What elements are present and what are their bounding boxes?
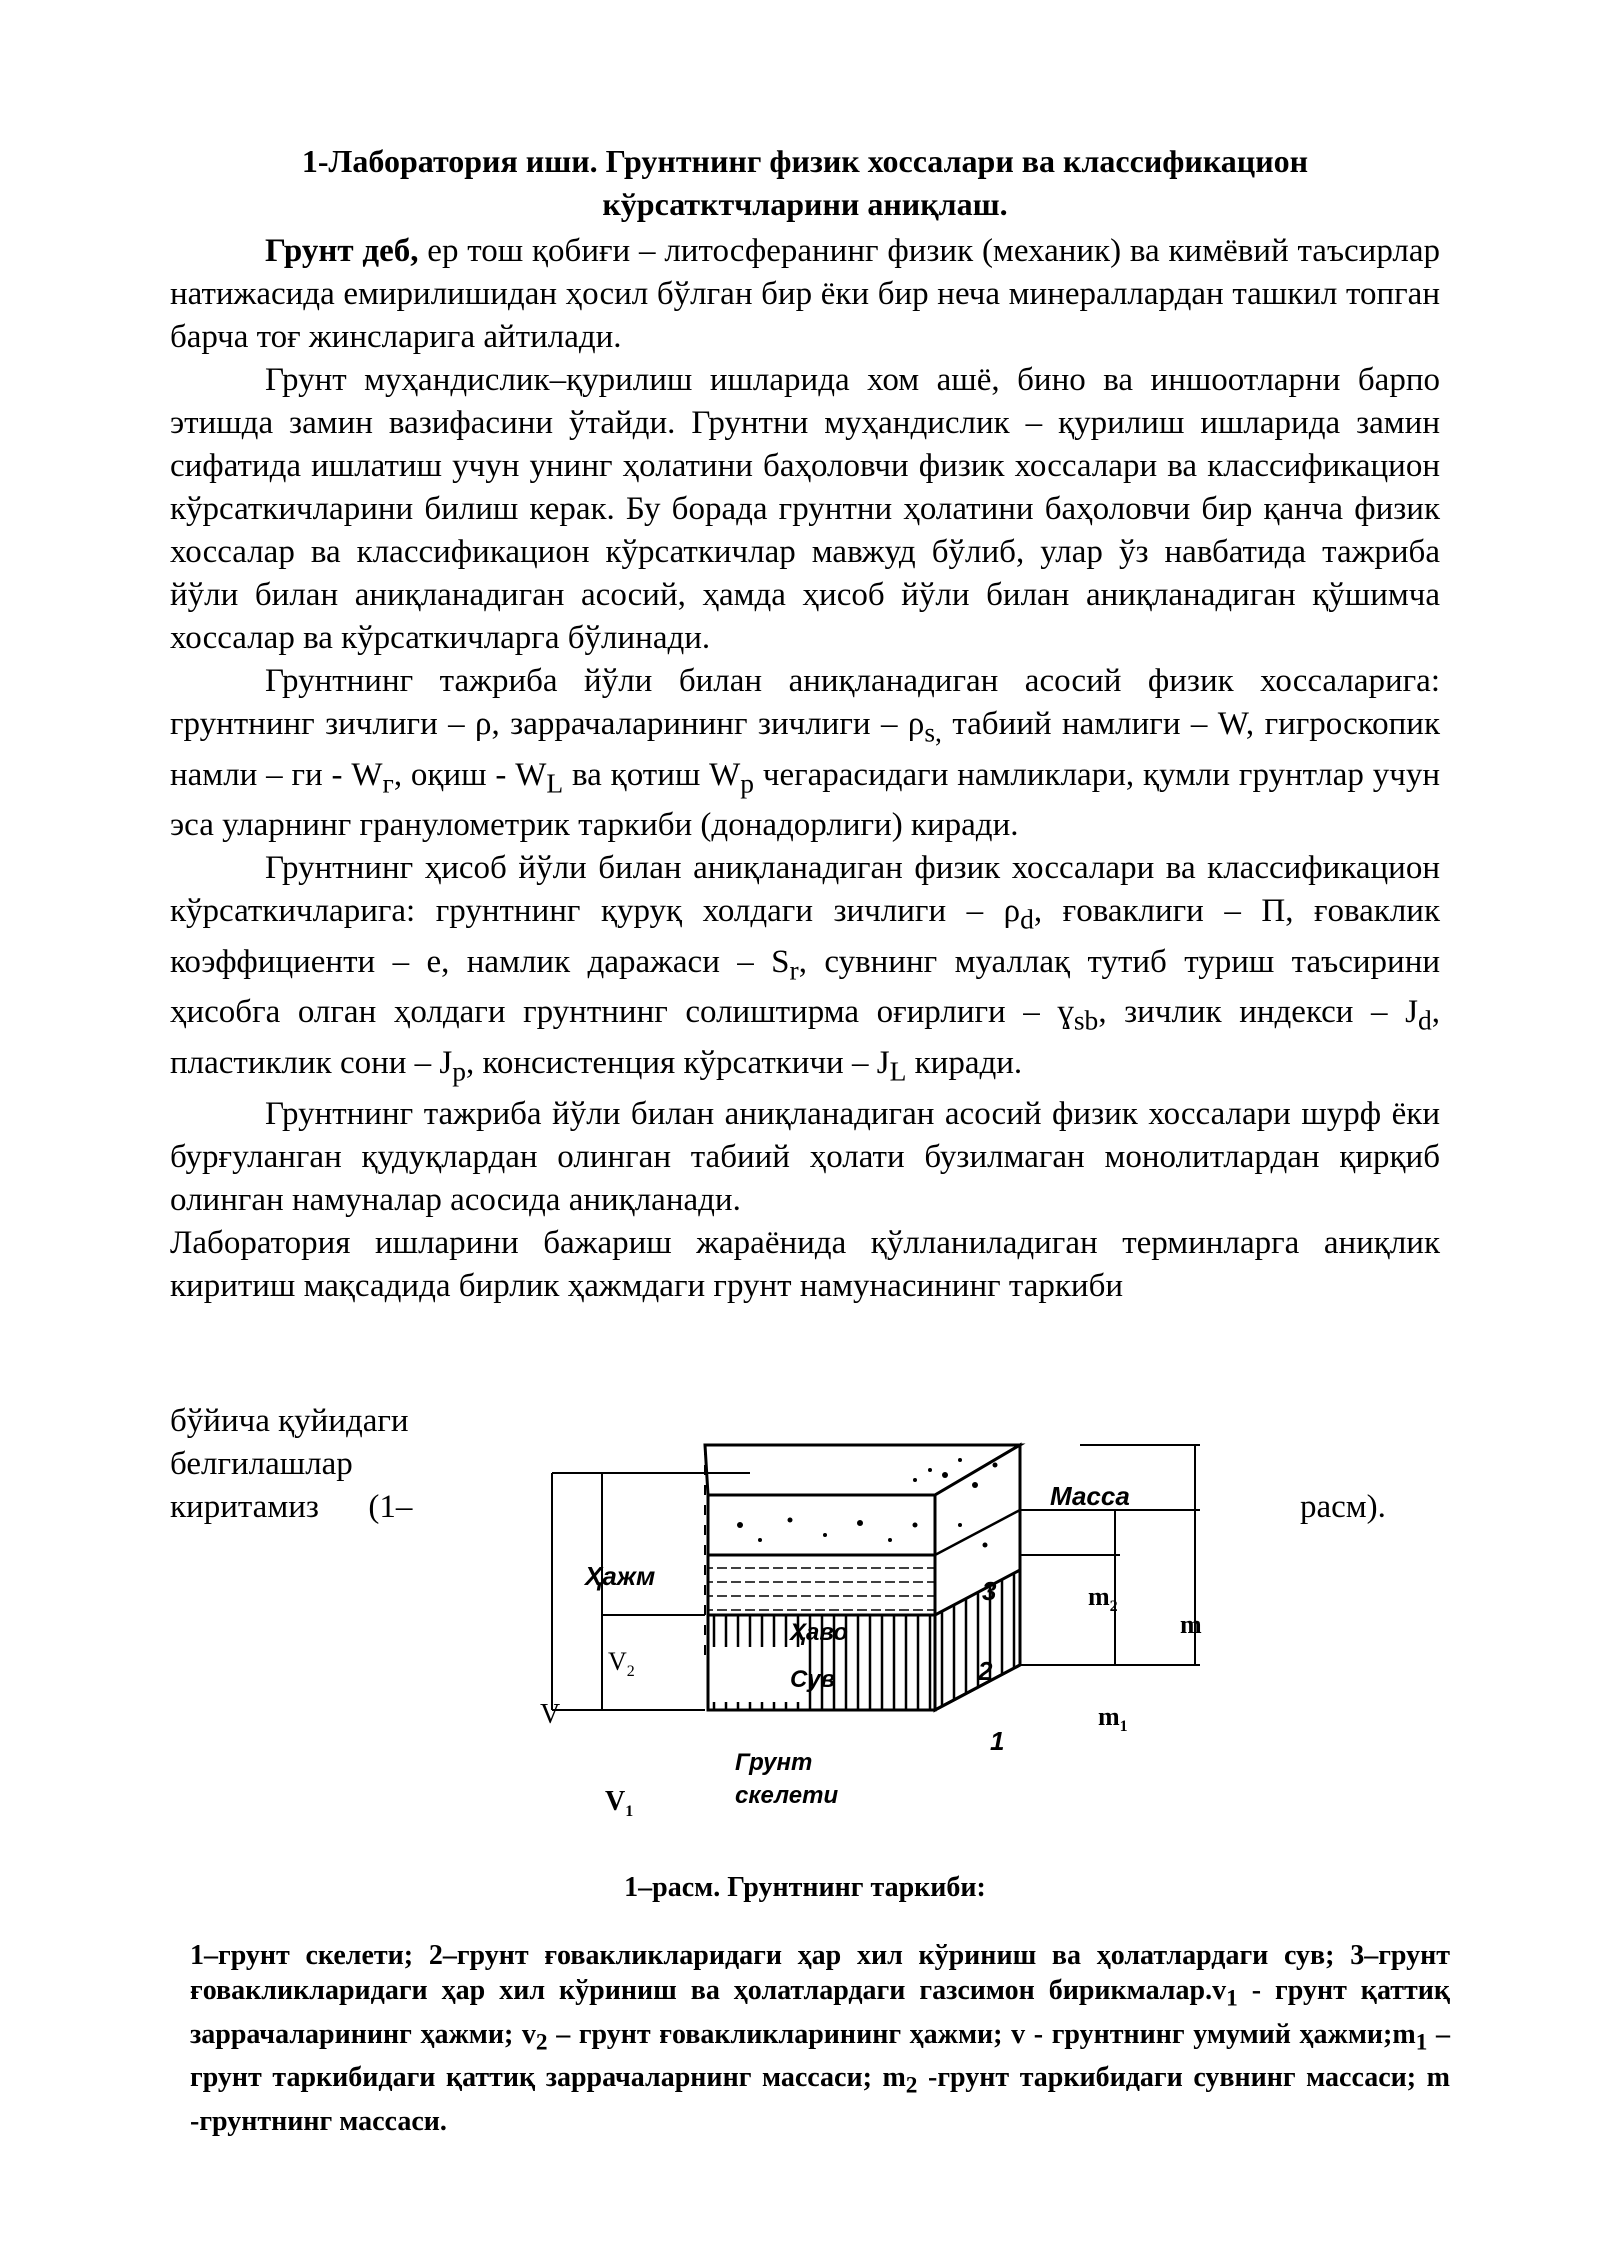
mass-dimension-lines (1020, 1445, 1200, 1665)
label-grunt: Грунт (735, 1749, 813, 1776)
label-hajm: Ҳажм (585, 1561, 656, 1591)
label-v2: $V_2$ (608, 1647, 635, 1680)
figure-caption-title: 1–расм. Грунтнинг таркиби: (624, 1872, 986, 1903)
paragraph-6-line-3: бўйича қуйидаги (170, 1403, 409, 1439)
label-havo: Ҳаво (790, 1619, 848, 1646)
paragraph-1: Грунт деб, ер тош қобиғи – литосферанинг физик (механик) ва кимёвий таъсирлар натижасида емирилишидан ҳосил бўлган бир ёки бир неча минераллардан ташкил топган барча тоғ жинсларига айтилади. (170, 233, 1441, 355)
label-num-2: 2 (978, 1656, 993, 1686)
figure-caption-text: 1–грунт скелети; 2–грунт ғовакликларидаги ҳар хил кўриниш ва ҳолатлардаги сув; 3–грунт ғовакликларидаги ҳар хил кўриниш ва ҳолатлардаги газсимон $бирикмалар.v_1$ - грунт қаттиқ заррачаларининг ҳажми; $v_2$ – грунт ғовакликларининг ҳажми; v - грунтнинг умумий $ҳажми;m_1$ – грунт таркибидаги қаттиқ заррачаларнинг массаси; $m_2$ -грунт таркибидаги сувнинг массаси; m -грунтнинг массаси. (190, 1940, 1450, 2137)
label-v: V (540, 1699, 561, 1730)
label-m: m (1180, 1610, 1202, 1639)
paragraph-6-line-5-right: расм). (1300, 1489, 1386, 1525)
air-layer-hatched (708, 1555, 935, 1615)
paragraph-3: Грунтнинг тажриба йўли билан аниқланадиган асосий физик хоссаларига: грунтнинг зичлиги – ρ, заррачаларининг зичлиги – $\rho_{s,}$ табиий намлиги – W, гигроскопик намли – ги - $W_г$, оқиш - $W_L$ ва қотиш $W_p$ чегарасидаги намликлари, қумли грунтлар учун эса уларнинг гранулометрик таркиби (донадорлиги) киради. (170, 663, 1440, 844)
page-title: 1-Лаборатория иши. Грунтнинг физик хоссалари ва классификацион кўрсатктчларини аниқлаш. (301, 143, 1309, 222)
paragraph-6-line-5-left: киритамиз (1– (170, 1489, 413, 1525)
soil-composition-figure (540, 1425, 1540, 1835)
paragraph-5: Грунтнинг тажриба йўли билан аниқланадиган асосий физик хоссалари шурф ёки бурғуланган қудуқлардан олинган табиий ҳолати бузилмаган монолитлардан қирқиб олинган намуналар асосида аниқланади. (170, 1095, 1440, 1218)
label-massa: Масса (1050, 1481, 1130, 1511)
label-m2: $m_2$ (1088, 1582, 1118, 1615)
paragraph-6-line-4: белгилашлар (170, 1446, 353, 1482)
term-grunt: Грунт деб, (265, 233, 419, 269)
label-skeleti: скелети (735, 1782, 839, 1809)
soil-block-diagram (540, 1425, 1540, 1835)
paragraph-4: Грунтнинг ҳисоб йўли билан аниқланадиган физик хоссалари ва классификацион кўрсаткичларига: грунтнинг қуруқ холдаги зичлиги – $\rho_d$, ғоваклиги – П, ғоваклик коэффициенти – e, намлик даражаси – $S_r$, сувнинг муаллақ тутиб туриш таъсирини ҳисобга олган ҳолдаги грунтнинг солиштирма оғирлиги – ɣ$_{sb}$, зичлик индекси – $J_d$, пластиклик сони – $J_p$, консистенция кўрсаткичи – $J_L$ киради. (170, 850, 1441, 1087)
paragraph-2: Грунт муҳандислик–қурилиш ишларида хом ашё, бино ва иншоотларни барпо этишда замин вазифасини ўтайди. Грунтни муҳандислик – қурилиш ишларида замин сифатида ишлатиш учун унинг ҳолатини баҳоловчи физик хоссалари ва классификацион кўрсаткичларини билиш керак. Бу борада грунтни ҳолатини баҳоловчи бир қанча физик хоссалар ва классификацион кўрсаткичлар мавжуд бўлиб, улар ўз навбатида тажриба йўли билан аниқланадиган асосий, ҳамда ҳисоб йўли билан аниқланадиган қўшимча хоссалар ва кўрсаткичларга бўлинади. (170, 362, 1440, 656)
label-num-3: 3 (982, 1576, 997, 1606)
body-text (170, 230, 1440, 1308)
label-m1: $m_1$ (1098, 1702, 1128, 1735)
paragraph-6: Лаборатория ишларини бажариш жараёнида қўлланиладиган терминларга аниқлик киритиш мақсадида бирлик ҳажмдаги грунт намунасининг таркиби (170, 1224, 1440, 1304)
label-num-1: 1 (990, 1726, 1005, 1756)
label-suv: Сув (790, 1666, 836, 1693)
label-v1: $V_1$ (605, 1786, 634, 1820)
